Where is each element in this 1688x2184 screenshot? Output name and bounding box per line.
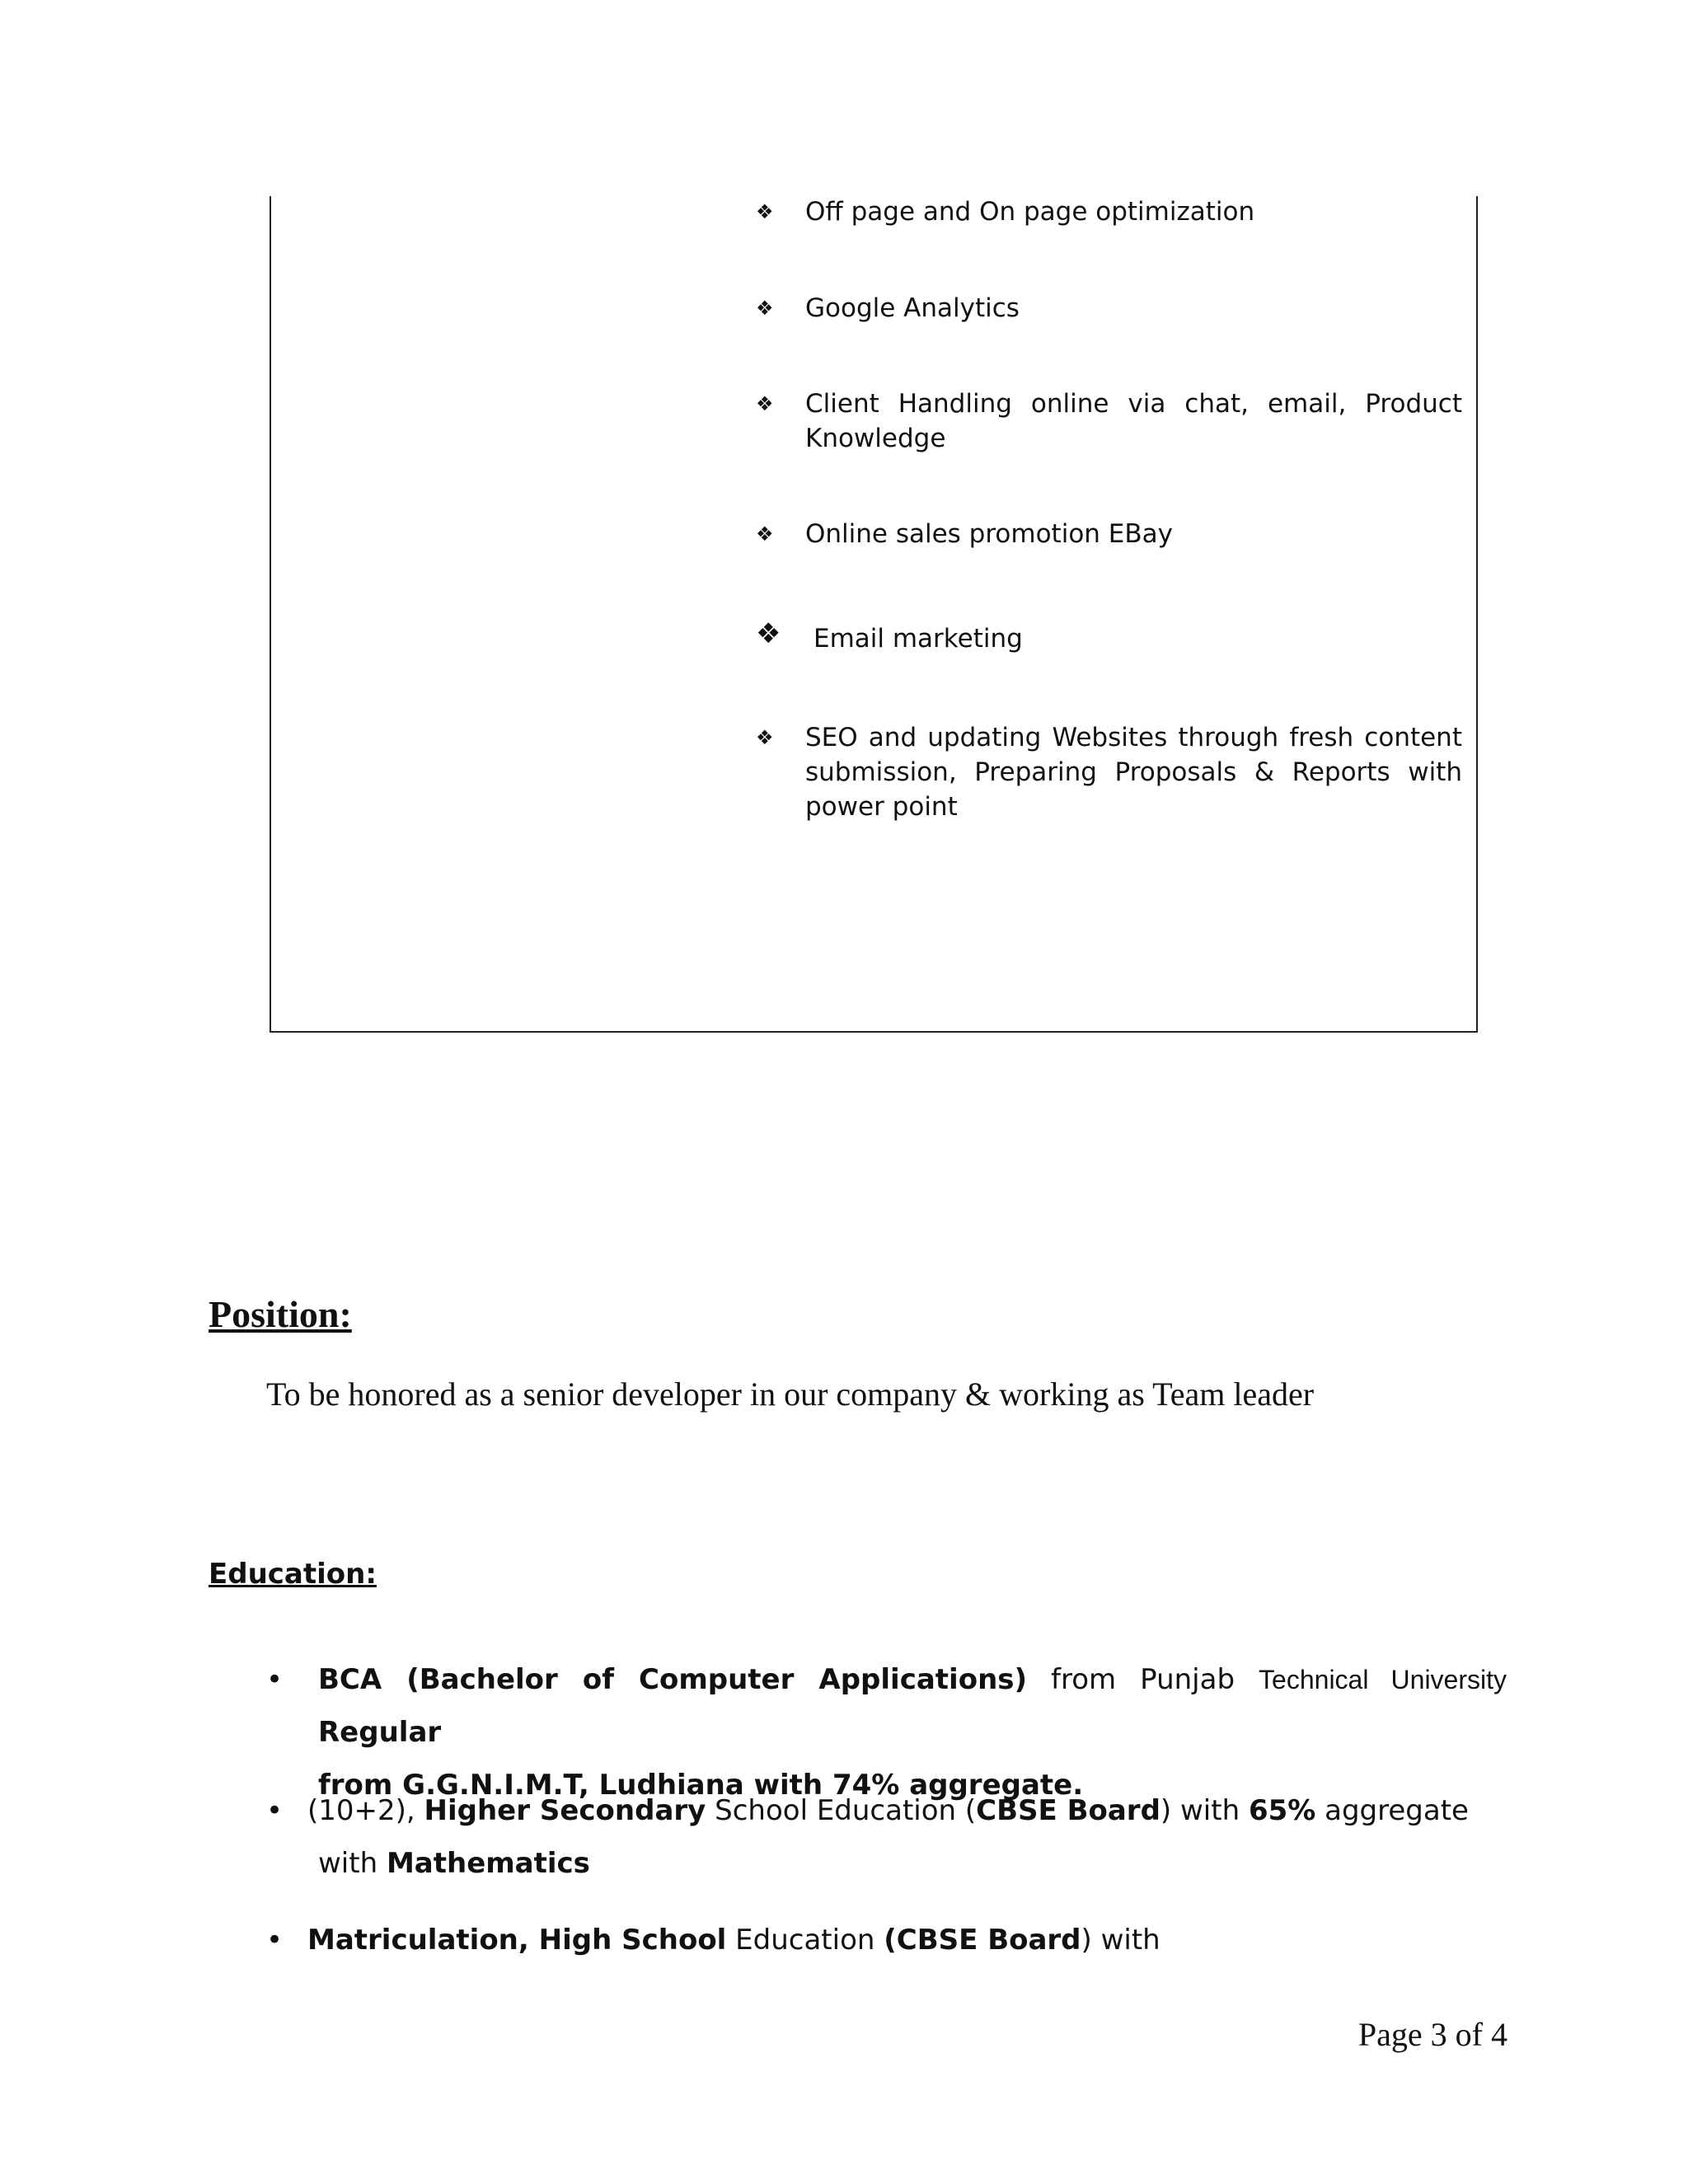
bullet-dot-icon: • [266, 1794, 284, 1827]
education-text [307, 1914, 1507, 1966]
text-fragment-bold: Mathematics [386, 1847, 590, 1880]
text-fragment-bold: 65% [1248, 1794, 1316, 1827]
bullet-dot-icon: • [266, 1663, 284, 1696]
education-item [266, 1914, 1507, 1966]
text-fragment: with [318, 1847, 387, 1880]
skill-text: Off page and On page optimization [805, 197, 1255, 227]
diamond-bullet-icon: ❖ [756, 392, 774, 415]
degree-name: BCA (Bachelor of Computer Applications) [318, 1663, 1028, 1696]
text-fragment: ) with [1160, 1794, 1249, 1827]
text-fragment: Education [726, 1924, 884, 1957]
institute-line: from G.G.N.I.M.T, Ludhiana with 74% aggregate. [318, 1769, 1084, 1802]
education-text [307, 1784, 1507, 1890]
bullet-dot-icon: • [266, 1924, 284, 1957]
text-fragment-bold: Matriculation, High School [307, 1924, 727, 1957]
skill-item [756, 617, 1462, 656]
text-fragment: (10+2), [307, 1794, 424, 1827]
diamond-bullet-icon: ❖ [756, 200, 774, 223]
skill-text: SEO and updating Websites through fresh content submission, Preparing Proposals & Reports with power point [805, 723, 1462, 822]
position-text: To be honored as a senior developer in our company & working as Team leader [266, 1376, 1315, 1413]
page-number: Page 3 of 4 [1357, 2016, 1507, 2053]
diamond-bullet-icon: ❖ [756, 297, 774, 320]
skill-item [756, 720, 1462, 824]
text-fragment: from Punjab [1027, 1663, 1259, 1696]
text-fragment-bold: (CBSE Board [884, 1924, 1081, 1957]
text-fragment: ) with [1081, 1924, 1160, 1957]
education-heading: Education: [209, 1558, 377, 1591]
university-name: Technical University [1259, 1665, 1507, 1694]
text-fragment: aggregate [1315, 1794, 1469, 1827]
education-item [266, 1784, 1507, 1890]
continuation-line [307, 1837, 1507, 1890]
skill-text: Client Handling online via chat, email, Product Knowledge [805, 389, 1462, 453]
text-fragment-bold: Regular [318, 1716, 442, 1749]
skill-text: Google Analytics [805, 293, 1020, 323]
skill-item [756, 194, 1462, 229]
text-fragment: School Education ( [706, 1794, 977, 1827]
skill-item [756, 387, 1462, 456]
text-fragment-bold: Higher Secondary [424, 1794, 706, 1827]
text-fragment-bold: CBSE Board [976, 1794, 1160, 1827]
skill-text: Email marketing [814, 624, 1023, 654]
skill-item [756, 291, 1462, 326]
skill-text: Online sales promotion EBay [805, 519, 1173, 549]
skill-item [756, 517, 1462, 551]
diamond-bullet-icon: ❖ [756, 726, 774, 749]
diamond-bullet-icon: ❖ [756, 523, 774, 546]
position-heading: Position: [209, 1293, 352, 1335]
diamond-bullet-icon: ❖ [756, 617, 781, 650]
